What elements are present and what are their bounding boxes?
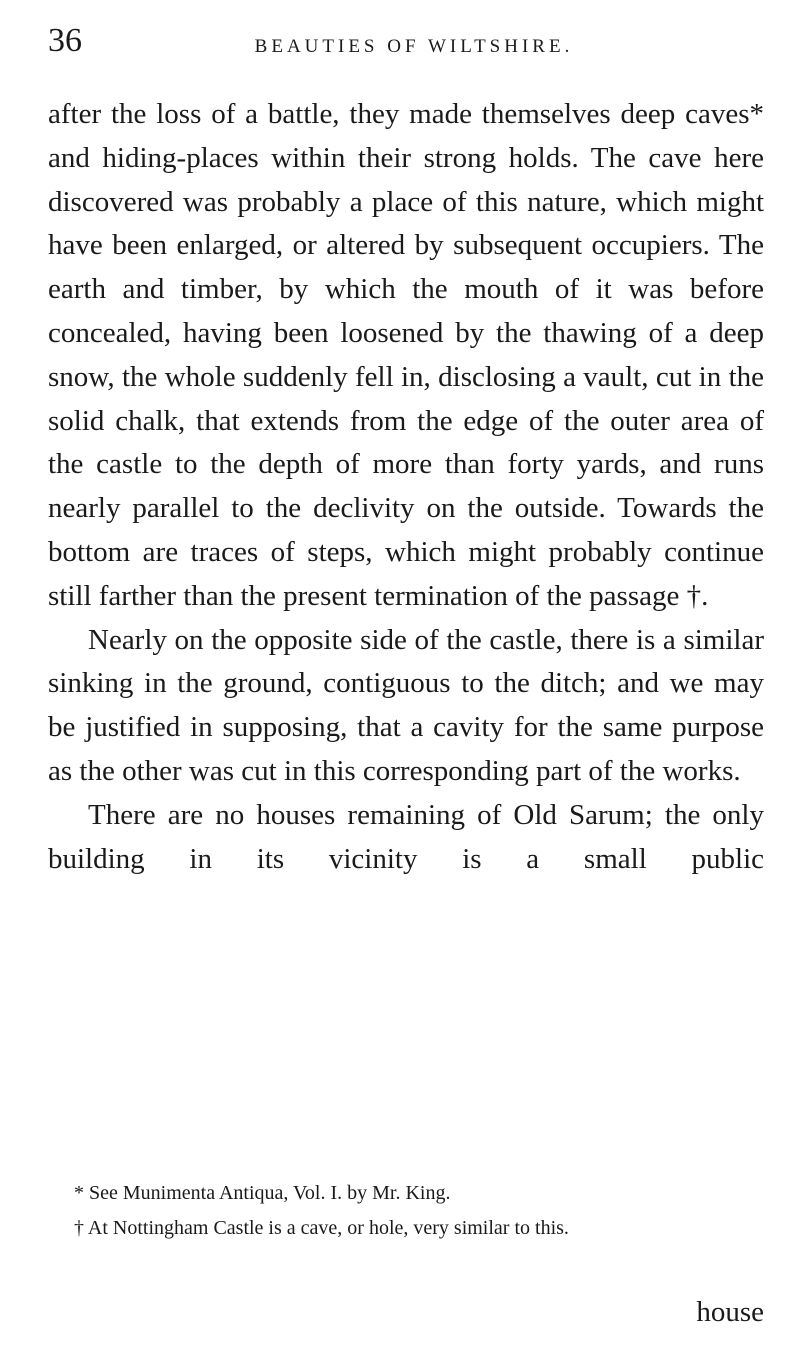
page-number: 36 — [48, 22, 82, 59]
body-text — [48, 93, 764, 881]
footnotes — [48, 1176, 764, 1246]
catchword: house — [696, 1296, 764, 1328]
paragraph-1: after the loss of a battle, they made themselves deep caves* and hiding-places within their strong holds. The cave here discovered was probably a place of this nature, which might have been enlarged, or altered by subsequent occupiers. The earth and timber, by which the mouth of it was before concealed, having been loosened by the thawing of a deep snow, the whole suddenly fell in, disclosing a vault, cut in the solid chalk, that extends from the edge of the outer area of the castle to the depth of more than forty yards, and runs nearly parallel to the declivity on the outside. Towards the bottom are traces of steps, which might probably continue still farther than the present termination of the passage †. — [48, 98, 764, 612]
page-header — [48, 22, 760, 70]
footnote-2: † At Nottingham Castle is a cave, or hole, very similar to this. — [74, 1217, 569, 1239]
paragraph-3: There are no houses remaining of Old Sarum; the only building in its vicinity is a small public — [48, 798, 764, 875]
footnote-1: * See Munimenta Antiqua, Vol. I. by Mr. King. — [74, 1182, 451, 1204]
paragraph-2: Nearly on the opposite side of the castle, there is a similar sinking in the ground, contiguous to the ditch; and we may be justified in supposing, that a cavity for the same purpose as the other was cut in this corresponding part of the works. — [48, 623, 764, 787]
running-title: BEAUTIES OF WILTSHIRE. — [254, 36, 574, 57]
